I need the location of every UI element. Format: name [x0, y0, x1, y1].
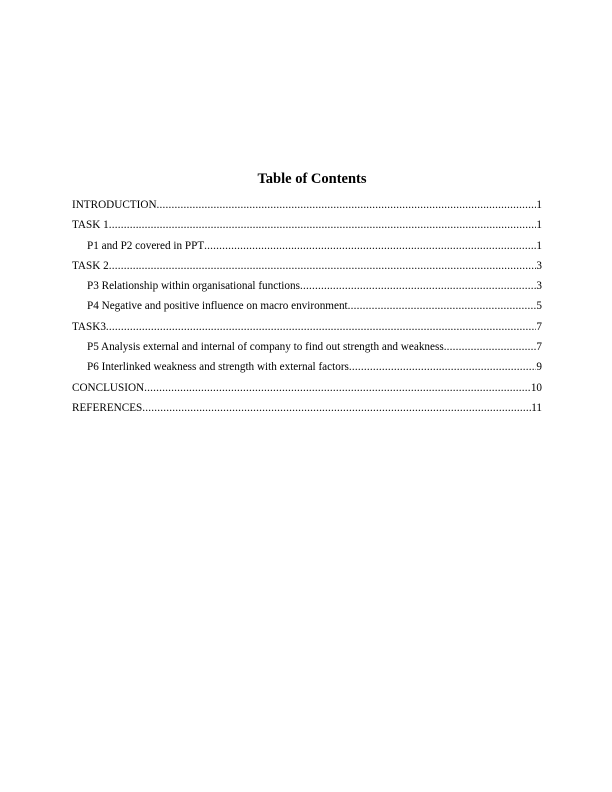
toc-dot-leader	[349, 361, 537, 373]
toc-entry-p1-p2[interactable]	[72, 240, 542, 260]
toc-entry-label: CONCLUSION	[72, 381, 145, 394]
toc-entry-conclusion[interactable]	[72, 382, 542, 402]
toc-entry-p5[interactable]	[72, 341, 542, 361]
toc-dot-leader	[109, 260, 537, 272]
toc-dot-leader	[142, 402, 531, 414]
toc-page-number: 1	[536, 219, 542, 232]
toc-entry-label: TASK 2	[72, 259, 109, 272]
toc-entry-label: P6 Interlinked weakness and strength with external factors	[87, 361, 349, 374]
toc-entry-task-2[interactable]	[72, 260, 542, 280]
toc-entry-references[interactable]	[72, 402, 542, 422]
toc-entry-label: P5 Analysis external and internal of company to find out strength and weakness	[87, 341, 444, 354]
toc-entry-label: P4 Negative and positive influence on macro environment	[87, 300, 348, 313]
toc-page-number: 1	[536, 239, 542, 252]
toc-page-number: 7	[536, 341, 542, 354]
toc-entry-label: TASK 1	[72, 219, 109, 232]
toc-entry-task-1[interactable]	[72, 219, 542, 239]
toc-dot-leader	[109, 219, 537, 231]
toc-entry-label: P1 and P2 covered in PPT	[87, 239, 205, 252]
toc-dot-leader	[300, 280, 536, 292]
toc-entry-label: REFERENCES	[72, 401, 143, 414]
toc-entry-task-3[interactable]	[72, 321, 542, 341]
toc-entry-label: INTRODUCTION	[72, 199, 157, 211]
table-of-contents	[72, 170, 542, 422]
toc-entry-p4[interactable]	[72, 300, 542, 320]
toc-page-number: 5	[536, 300, 542, 313]
toc-dot-leader	[157, 199, 537, 211]
toc-dot-leader	[444, 341, 537, 353]
toc-dot-leader	[348, 300, 537, 312]
toc-page-number: 10	[530, 381, 542, 394]
toc-dot-leader	[144, 382, 531, 394]
toc-entry-introduction[interactable]	[72, 199, 542, 219]
toc-page-number: 3	[536, 259, 542, 272]
toc-page-number: 11	[531, 401, 542, 414]
toc-entry-label: P3 Relationship within organisational functions	[87, 280, 300, 293]
toc-title: Table of Contents	[257, 171, 367, 187]
toc-entry-p3[interactable]	[72, 280, 542, 300]
toc-dot-leader	[204, 240, 536, 252]
toc-page-number: 9	[536, 361, 542, 374]
toc-entry-label: TASK3	[72, 320, 106, 333]
toc-page-number: 3	[536, 280, 542, 293]
toc-page-number: 1	[536, 199, 542, 211]
toc-entry-p6[interactable]	[72, 361, 542, 381]
toc-page-number: 7	[536, 320, 542, 333]
toc-dot-leader	[106, 321, 536, 333]
